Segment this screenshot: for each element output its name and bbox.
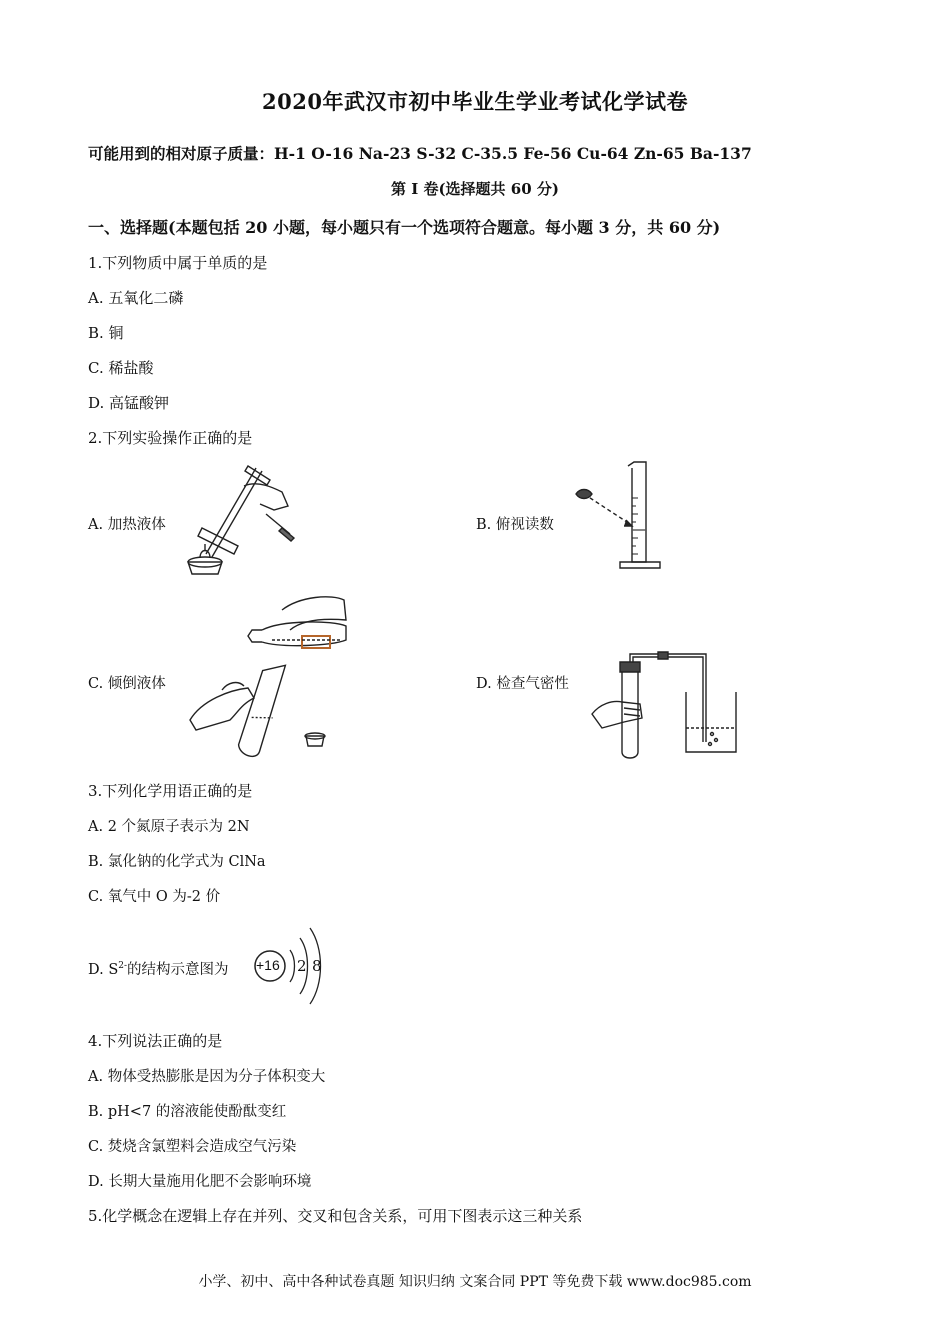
q4-option-a: A. 物体受热膨胀是因为分子体积变大 [88, 1069, 326, 1085]
q2-option-d: D. 检查气密性 [476, 676, 569, 692]
graduated-cylinder-figure [570, 458, 670, 576]
q5-stem: 5.化学概念在逻辑上存在并列、交叉和包含关系，可用下图表示这三种关系 [88, 1207, 583, 1225]
section-title: 一、选择题(本题包括 20 小题，每小题只有一个选项符合题意。每小题 3 分，共 60 分) [88, 218, 721, 237]
q1-option-c: C. 稀盐酸 [88, 359, 154, 377]
q3-option-a: A. 2 个氮原子表示为 2N [88, 819, 250, 835]
q2-option-a: A. 加热液体 [88, 517, 166, 533]
heating-liquid-figure [178, 458, 303, 578]
q3-d-prefix: D. S [88, 962, 119, 978]
q3-option-c: C. 氧气中 O 为-2 价 [88, 889, 221, 905]
q1-option-d: D. 高锰酸钾 [88, 394, 170, 412]
q1-option-a: A. 五氧化二磷 [88, 289, 184, 307]
q2-stem: 2.下列实验操作正确的是 [88, 429, 253, 447]
airtightness-check-figure [588, 648, 748, 760]
q1-option-b: B. 铜 [88, 324, 124, 342]
atomic-masses: 可能用到的相对原子质量：H-1 O-16 Na-23 S-32 C-35.5 Fe-56 Cu-64 Zn-65 Ba-137 [88, 144, 752, 163]
electron-shell-1: 2 [297, 957, 307, 975]
q4-stem: 4.下列说法正确的是 [88, 1032, 223, 1050]
page-footer: 小学、初中、高中各种试卷真题 知识归纳 文案合同 PPT 等免费下载 www.doc985.com [198, 1274, 752, 1290]
q2-option-c: C. 倾倒液体 [88, 676, 166, 692]
q3-option-b: B. 氯化钠的化学式为 ClNa [88, 854, 266, 870]
nucleus-charge: +16 [256, 957, 280, 973]
electron-shell-2: 8 [312, 957, 322, 975]
part-title: 第 I 卷(选择题共 60 分) [391, 180, 559, 198]
pouring-liquid-figure [182, 590, 352, 760]
q3-d-suffix: 的结构示意图为 [127, 962, 229, 978]
q4-option-b: B. pH<7 的溶液能使酚酞变红 [88, 1104, 287, 1120]
q3-d-charge: 2- [118, 961, 128, 972]
q4-option-d: D. 长期大量施用化肥不会影响环境 [88, 1174, 312, 1190]
q3-option-d [88, 958, 229, 979]
q4-option-c: C. 焚烧含氯塑料会造成空气污染 [88, 1139, 297, 1155]
q2-option-b: B. 俯视读数 [476, 517, 554, 533]
q1-stem: 1.下列物质中属于单质的是 [88, 254, 268, 272]
page-title: 2020年武汉市初中毕业生学业考试化学试卷 [262, 89, 688, 114]
q3-stem: 3.下列化学用语正确的是 [88, 782, 253, 800]
